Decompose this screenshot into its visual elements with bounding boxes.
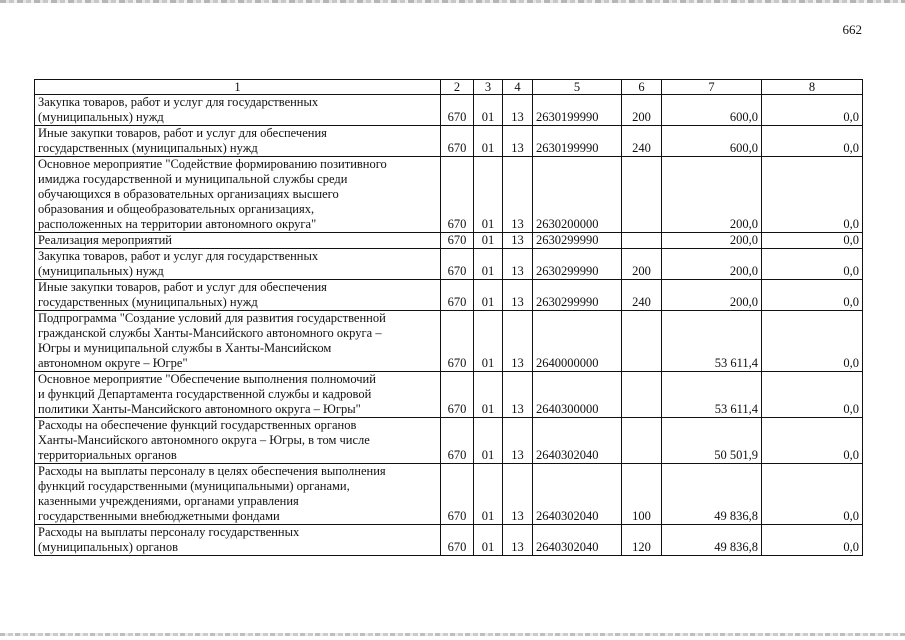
cell-rz: 01 <box>474 372 503 418</box>
cell-sum-2018: 53 611,4 <box>662 372 762 418</box>
cell-sum-federal: 0,0 <box>762 464 863 525</box>
cell-ved: 670 <box>441 464 474 525</box>
cell-name-line: государственных (муниципальных) нужд <box>38 141 258 155</box>
cell-ved: 670 <box>441 126 474 157</box>
cell-kcsr: 2630200000 <box>533 157 622 233</box>
cell-sum-federal: 0,0 <box>762 525 863 556</box>
table-row <box>35 233 863 249</box>
cell-name-line: Расходы на обеспечение функций государственных органов <box>38 418 357 432</box>
cell-rz: 01 <box>474 280 503 311</box>
cell-name-line: (муниципальных) нужд <box>38 110 164 124</box>
cell-pr: 13 <box>503 311 533 372</box>
cell-name <box>35 95 441 126</box>
cell-ved: 670 <box>441 95 474 126</box>
cell-vr <box>622 233 662 249</box>
cell-sum-2018: 200,0 <box>662 233 762 249</box>
cell-sum-federal: 0,0 <box>762 126 863 157</box>
table-row <box>35 95 863 126</box>
header-col-7: 7 <box>662 80 762 95</box>
cell-sum-2018: 49 836,8 <box>662 464 762 525</box>
cell-rz: 01 <box>474 233 503 249</box>
cell-name <box>35 464 441 525</box>
cell-vr: 200 <box>622 95 662 126</box>
cell-rz: 01 <box>474 525 503 556</box>
cell-name-line: гражданской службы Ханты-Мансийского автономного округа – <box>38 326 382 340</box>
cell-sum-federal: 0,0 <box>762 95 863 126</box>
cell-name <box>35 233 441 249</box>
cell-name <box>35 311 441 372</box>
cell-name-line: государственными внебюджетными фондами <box>38 509 280 523</box>
cell-vr: 240 <box>622 126 662 157</box>
table-row <box>35 157 863 233</box>
cell-vr: 200 <box>622 249 662 280</box>
cell-name-line: (муниципальных) органов <box>38 540 179 554</box>
cell-vr <box>622 418 662 464</box>
cell-vr <box>622 372 662 418</box>
cell-name-line: Основное мероприятие "Содействие формированию позитивного <box>38 157 387 171</box>
cell-name <box>35 249 441 280</box>
table-row <box>35 418 863 464</box>
header-col-6: 6 <box>622 80 662 95</box>
cell-pr: 13 <box>503 464 533 525</box>
cell-ved: 670 <box>441 418 474 464</box>
cell-sum-2018: 200,0 <box>662 280 762 311</box>
cell-rz: 01 <box>474 249 503 280</box>
cell-sum-2018: 600,0 <box>662 126 762 157</box>
table-row <box>35 280 863 311</box>
cell-kcsr: 2640300000 <box>533 372 622 418</box>
cell-name-line: Ханты-Мансийского автономного округа – Югры, в том числе <box>38 433 370 447</box>
cell-ved: 670 <box>441 525 474 556</box>
cell-ved: 670 <box>441 157 474 233</box>
cell-rz: 01 <box>474 464 503 525</box>
cell-name-line: политики Ханты-Мансийского автономного округа – Югры" <box>38 402 361 416</box>
cell-name-line: Подпрограмма "Создание условий для развития государственной <box>38 311 386 325</box>
cell-ved: 670 <box>441 249 474 280</box>
cell-name-line: Иные закупки товаров, работ и услуг для обеспечения <box>38 280 327 294</box>
cell-name <box>35 525 441 556</box>
cell-vr: 120 <box>622 525 662 556</box>
cell-kcsr: 2640302040 <box>533 525 622 556</box>
cell-vr: 240 <box>622 280 662 311</box>
cell-name <box>35 372 441 418</box>
header-col-1: 1 <box>35 80 441 95</box>
cell-sum-federal: 0,0 <box>762 311 863 372</box>
table-row <box>35 525 863 556</box>
cell-sum-federal: 0,0 <box>762 249 863 280</box>
table-row <box>35 126 863 157</box>
cell-name <box>35 280 441 311</box>
cell-name-line: Закупка товаров, работ и услуг для государственных <box>38 95 319 109</box>
header-col-4: 4 <box>503 80 533 95</box>
page-number: 662 <box>842 22 862 37</box>
cell-kcsr: 2630299990 <box>533 233 622 249</box>
header-col-2: 2 <box>441 80 474 95</box>
cell-pr: 13 <box>503 372 533 418</box>
cell-kcsr: 2630199990 <box>533 95 622 126</box>
cell-kcsr: 2640302040 <box>533 464 622 525</box>
table-row <box>35 311 863 372</box>
cell-rz: 01 <box>474 157 503 233</box>
cell-name-line: обучающихся в образовательных организациях высшего <box>38 187 339 201</box>
table-row <box>35 249 863 280</box>
cell-pr: 13 <box>503 418 533 464</box>
cell-sum-federal: 0,0 <box>762 233 863 249</box>
cell-sum-federal: 0,0 <box>762 280 863 311</box>
cell-rz: 01 <box>474 311 503 372</box>
cell-name-line: Закупка товаров, работ и услуг для государственных <box>38 249 319 263</box>
cell-name-line: государственных (муниципальных) нужд <box>38 295 258 309</box>
cell-name-line: территориальных органов <box>38 448 177 462</box>
header-col-8: 8 <box>762 80 863 95</box>
cell-name-line: автономном округе – Югре" <box>38 356 188 370</box>
cell-name-line: Расходы на выплаты персоналу в целях обеспечения выполнения <box>38 464 386 478</box>
cell-sum-federal: 0,0 <box>762 418 863 464</box>
cell-sum-2018: 49 836,8 <box>662 525 762 556</box>
cell-vr: 100 <box>622 464 662 525</box>
cell-name-line: (муниципальных) нужд <box>38 264 164 278</box>
cell-pr: 13 <box>503 525 533 556</box>
cell-rz: 01 <box>474 126 503 157</box>
budget-table <box>34 79 863 556</box>
cell-kcsr: 2640302040 <box>533 418 622 464</box>
cell-sum-2018: 53 611,4 <box>662 311 762 372</box>
cell-name-line: имиджа государственной и муниципальной службы среди <box>38 172 348 186</box>
cell-ved: 670 <box>441 311 474 372</box>
header-row <box>35 80 863 95</box>
cell-kcsr: 2640000000 <box>533 311 622 372</box>
cell-pr: 13 <box>503 249 533 280</box>
cell-ved: 670 <box>441 233 474 249</box>
cell-pr: 13 <box>503 95 533 126</box>
cell-ved: 670 <box>441 280 474 311</box>
cell-pr: 13 <box>503 233 533 249</box>
cell-name-line: образования и общеобразовательных организациях, <box>38 202 315 216</box>
table-body <box>35 95 863 556</box>
cell-name-line: Югры и муниципальной службы в Ханты-Мансийском <box>38 341 332 355</box>
cell-name <box>35 126 441 157</box>
cell-pr: 13 <box>503 126 533 157</box>
cell-name-line: и функций Департамента государственной службы и кадровой <box>38 387 372 401</box>
cell-name-line: Основное мероприятие "Обеспечение выполнения полномочий <box>38 372 376 386</box>
cell-ved: 670 <box>441 372 474 418</box>
cell-name-line: Расходы на выплаты персоналу государственных <box>38 525 300 539</box>
header-col-5: 5 <box>533 80 622 95</box>
cell-name-line: расположенных на территории автономного округа" <box>38 217 317 231</box>
table-row <box>35 464 863 525</box>
cell-name <box>35 418 441 464</box>
cell-rz: 01 <box>474 95 503 126</box>
cell-kcsr: 2630299990 <box>533 280 622 311</box>
cell-kcsr: 2630199990 <box>533 126 622 157</box>
header-col-3: 3 <box>474 80 503 95</box>
cell-pr: 13 <box>503 157 533 233</box>
scan-edge-top <box>0 0 905 3</box>
cell-kcsr: 2630299990 <box>533 249 622 280</box>
cell-sum-federal: 0,0 <box>762 157 863 233</box>
cell-name-line: Реализация мероприятий <box>38 233 172 247</box>
cell-sum-2018: 200,0 <box>662 157 762 233</box>
table-row <box>35 372 863 418</box>
cell-name-line: Иные закупки товаров, работ и услуг для обеспечения <box>38 126 327 140</box>
cell-name-line: функций государственными (муниципальными) органами, <box>38 479 350 493</box>
cell-sum-2018: 600,0 <box>662 95 762 126</box>
cell-sum-2018: 50 501,9 <box>662 418 762 464</box>
scan-edge-bottom <box>0 633 905 636</box>
cell-name <box>35 157 441 233</box>
cell-vr <box>622 311 662 372</box>
cell-sum-2018: 200,0 <box>662 249 762 280</box>
cell-name-line: казенными учреждениями, органами управления <box>38 494 299 508</box>
cell-pr: 13 <box>503 280 533 311</box>
cell-rz: 01 <box>474 418 503 464</box>
cell-sum-federal: 0,0 <box>762 372 863 418</box>
cell-vr <box>622 157 662 233</box>
